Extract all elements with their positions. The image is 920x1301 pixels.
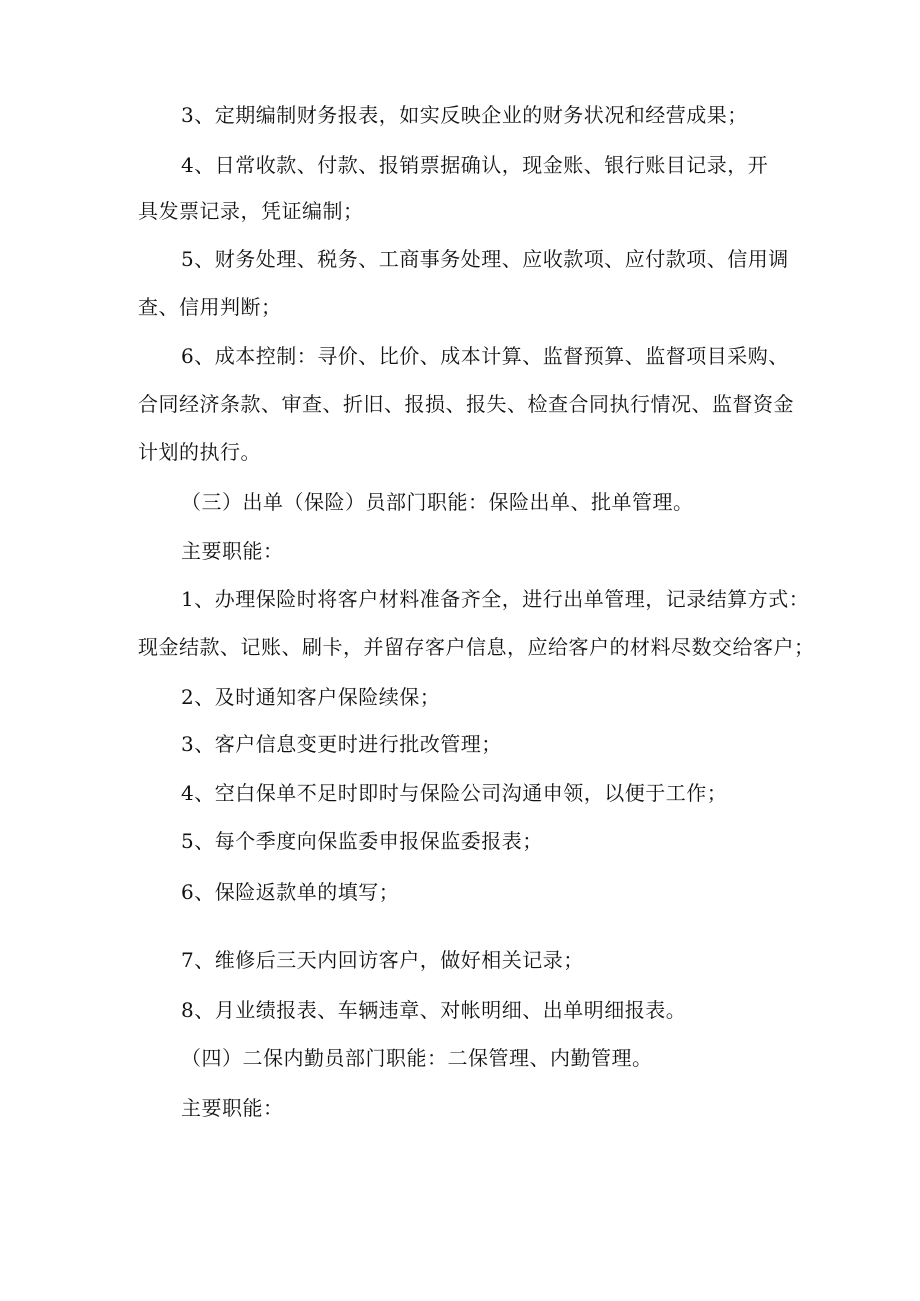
text-line: 具发票记录，凭证编制； (138, 199, 364, 223)
text-line: 6、保险返款单的填写； (181, 880, 400, 904)
text-line: 3、客户信息变更时进行批改管理； (181, 732, 502, 756)
text-line: 4、日常收款、付款、报销票据确认，现金账、银行账目记录，开 (181, 153, 769, 177)
text-line: 2、及时通知客户保险续保； (181, 685, 441, 709)
text-line: 7、维修后三天内回访客户，做好相关记录； (181, 948, 584, 972)
text-line: 现金结款、记账、刷卡，并留存客户信息，应给客户的材料尽数交给客户； (138, 635, 815, 659)
text-line: 计划的执行。 (138, 440, 261, 464)
section-heading: （三）出单（保险）员部门职能：保险出单、批单管理。 (181, 490, 694, 514)
section-heading: （四）二保内勤员部门职能：二保管理、内勤管理。 (181, 1046, 653, 1070)
text-line: 查、信用判断； (138, 295, 282, 319)
text-line: 5、每个季度向保监委申报保监委报表； (181, 829, 543, 853)
text-line: 5、财务处理、税务、工商事务处理、应收款项、应付款项、信用调 (181, 247, 789, 271)
text-line: 6、成本控制：寻价、比价、成本计算、监督预算、监督项目采购、 (181, 344, 789, 368)
subheading: 主要职能： (181, 1096, 284, 1120)
text-line: 3、定期编制财务报表，如实反映企业的财务状况和经营成果； (181, 103, 748, 127)
text-line: 4、空白保单不足时即时与保险公司沟通申领，以便于工作； (181, 781, 728, 805)
text-line: 1、办理保险时将客户材料准备齐全，进行出单管理，记录结算方式： (181, 587, 810, 611)
subheading: 主要职能： (181, 539, 284, 563)
text-line: 合同经济条款、审查、折旧、报损、报失、检查合同执行情况、监督资金 (138, 392, 794, 416)
text-line: 8、月业绩报表、车辆违章、对帐明细、出单明细报表。 (181, 998, 687, 1022)
